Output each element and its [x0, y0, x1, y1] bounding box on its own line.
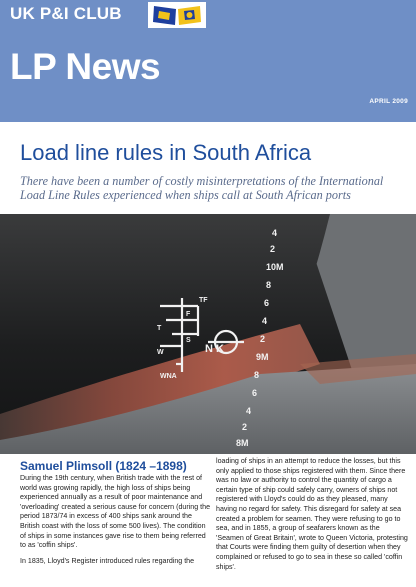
article-headline: Load line rules in South Africa	[20, 140, 312, 165]
svg-text:4: 4	[262, 316, 268, 326]
svg-text:10M: 10M	[266, 262, 284, 272]
mark-s: S	[186, 337, 191, 344]
col1-paragraph: During the 19th century, when British trade with the rest of world was growing rapidly, the high loss of ships being experienced annually as a result of poor maintenance and 'overloading' created a serious cause for concern (during the period 1873/74 in excess of 400 ships sank around the British coast with the loss of some 500 lives). The condition of ships in some instances gave rise to them being referred to as 'coffin ships'.	[20, 474, 211, 550]
issue-date: APRIL 2009	[369, 98, 408, 105]
club-name: UK P&I CLUB	[10, 4, 122, 23]
article-column-2	[216, 457, 408, 578]
svg-text:4: 4	[246, 406, 252, 416]
svg-text:8: 8	[254, 370, 260, 380]
svg-text:6: 6	[252, 388, 258, 398]
svg-text:4: 4	[272, 228, 278, 238]
col2-paragraph: loading of ships in an attempt to reduce the losses, but this only applied to those ships registered with them. Since there was no law or authority to control the quantity of cargo a certain type of ship could safely carry, owners of ships not registered with Lloyd's could do as they pleased, many having no regard for safety. This disregard for safety at sea created a problem for seamen. They were refusing to go to sea, and in 1855, a group of seafarers known as the 'Seamen of Great Britain', wrote to Queen Victoria, protesting that Courts were finding them guilty of desertion when they complained or refused to go to sea in these so called 'coffin ships'.	[216, 457, 408, 571]
ship-hull-photo	[0, 214, 416, 454]
mark-nk: N K	[205, 343, 224, 355]
article-column-1	[20, 474, 211, 572]
flags-logo	[148, 2, 206, 28]
svg-text:2: 2	[242, 422, 248, 432]
svg-text:2: 2	[260, 334, 266, 344]
svg-text:9M: 9M	[256, 352, 269, 362]
section-heading: Samuel Plimsoll (1824 –1898)	[20, 459, 187, 473]
publication-title: LP News	[10, 46, 161, 87]
mark-tf: TF	[199, 297, 208, 304]
svg-text:8M: 8M	[236, 438, 249, 448]
svg-text:6: 6	[264, 298, 270, 308]
col1-paragraph: In 1835, Lloyd's Register introduced rules regarding the	[20, 556, 195, 565]
article-standfirst: There have been a number of costly misinterpretations of the International Load Line Rules experienced when ships call at South African ports	[20, 174, 384, 203]
mark-f: F	[186, 311, 191, 318]
mark-wna: WNA	[160, 373, 177, 380]
mark-w: W	[157, 349, 164, 356]
svg-text:8: 8	[266, 280, 272, 290]
svg-text:2: 2	[270, 244, 276, 254]
mark-t: T	[157, 325, 162, 332]
